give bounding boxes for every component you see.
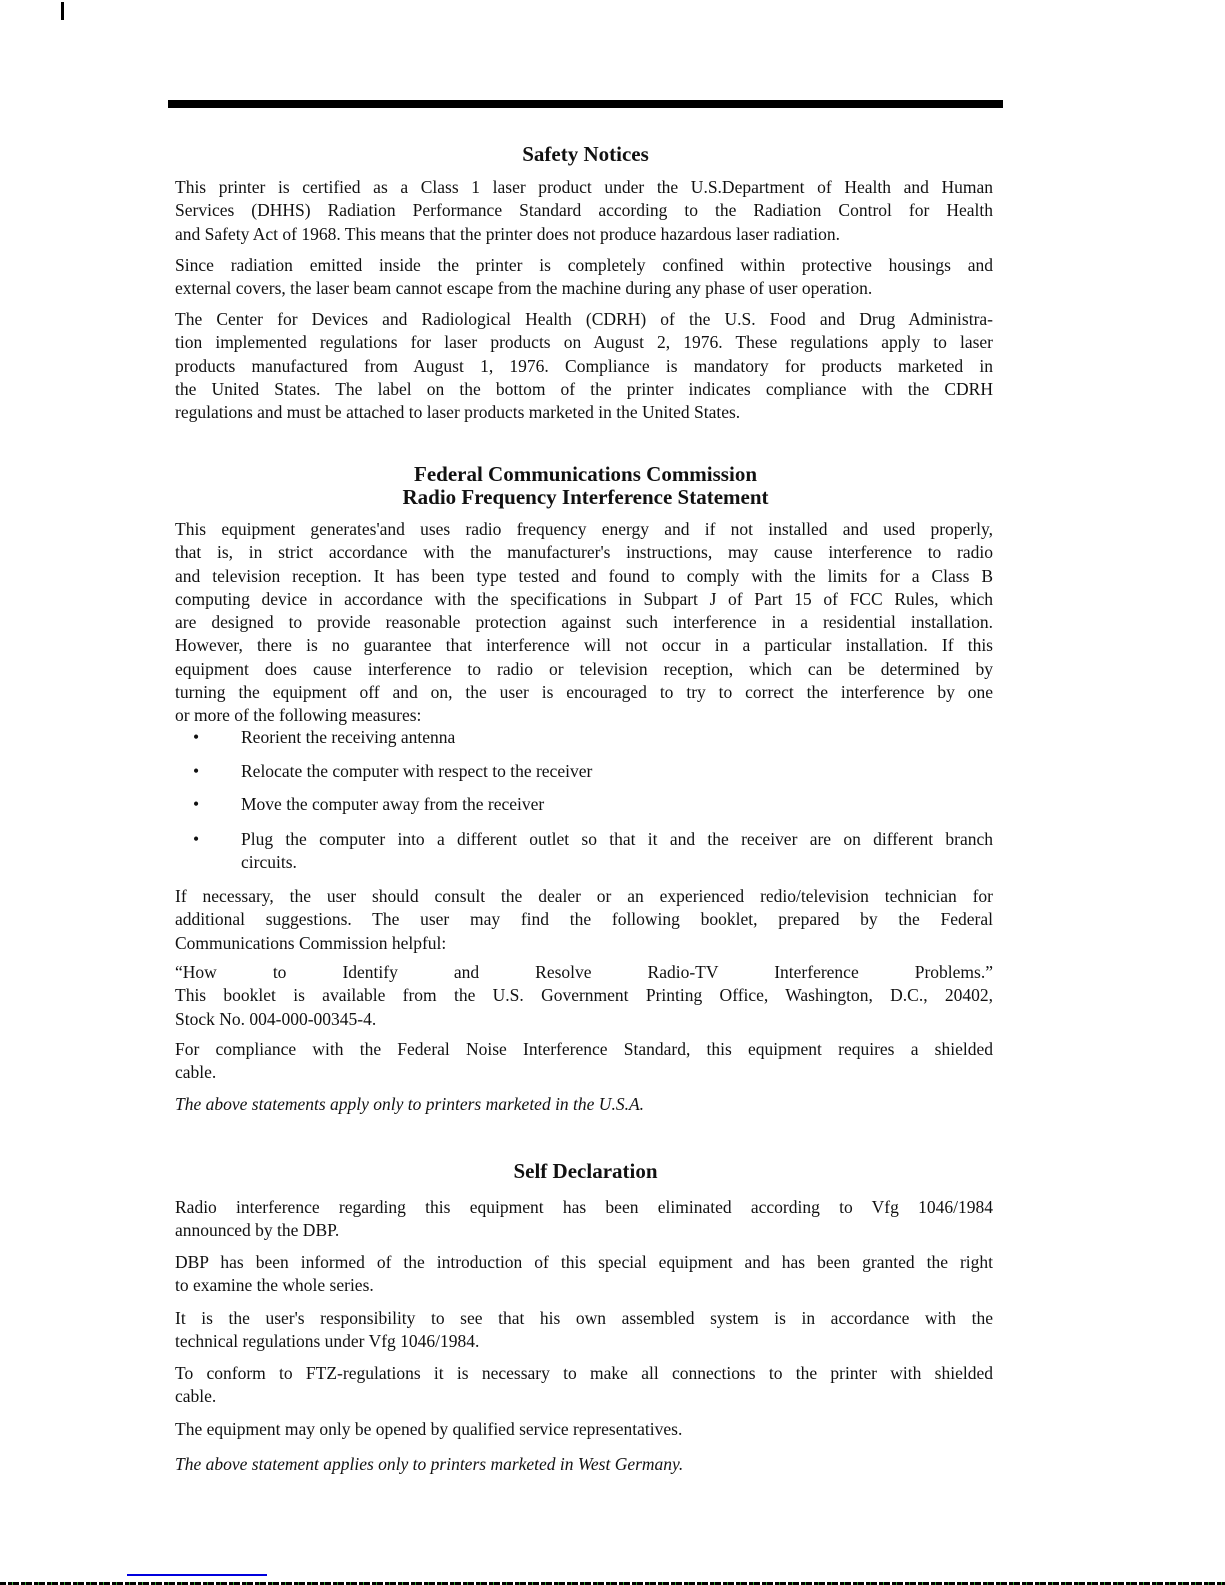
- text-line: For compliance with the Federal Noise Interference Standard, this equipment requires a shielded: [175, 1039, 993, 1059]
- self-paragraph: [175, 1251, 993, 1298]
- text-line: the United States. The label on the bottom of the printer indicates compliance with the CDRH: [175, 378, 993, 399]
- text-line: additional suggestions. The user may find the following booklet, prepared by the Federal: [175, 909, 993, 930]
- text-line: to examine the whole series.: [175, 1275, 374, 1296]
- text-line: The equipment may only be opened by qualified service representatives.: [175, 1419, 683, 1439]
- text-line: or more of the following measures:: [175, 705, 422, 726]
- fcc-consult-paragraph: [175, 885, 993, 955]
- bullet-icon: •: [193, 794, 200, 814]
- fcc-note: The above statements apply only to printers marketed in the U.S.A.: [175, 1094, 645, 1114]
- text-line: Move the computer away from the receiver: [241, 794, 545, 814]
- text-line: turning the equipment off and on, the user is encouraged to try to correct the interference by one: [175, 682, 993, 703]
- bullet-text: [241, 793, 993, 816]
- text-line: external covers, the laser beam cannot escape from the machine during any phase of user operation.: [175, 278, 873, 299]
- text-line: computing device in accordance with the specifications in Subpart J of Part 15 of FCC Rules, which: [175, 588, 993, 609]
- fcc-heading-line1: Federal Communications Commission: [414, 462, 757, 486]
- text-line: Reorient the receiving antenna: [241, 727, 456, 747]
- fcc-compliance-paragraph: [175, 1038, 993, 1085]
- text-line: Stock No. 004-000-00345-4.: [175, 1008, 377, 1029]
- text-line: Plug the computer into a different outlet so that it and the receiver are on different branch: [241, 829, 993, 849]
- text-line: cable.: [175, 1386, 217, 1407]
- self-paragraph: [175, 1418, 993, 1441]
- text-line: It is the user's responsibility to see that his own assembled system is in accordance with the: [175, 1308, 993, 1328]
- fcc-heading-line2: Radio Frequency Interference Statement: [402, 485, 769, 509]
- safety-paragraph: [175, 176, 993, 246]
- text-line: Since radiation emitted inside the printer is completely confined within protective housings and: [175, 255, 993, 275]
- bullet-text: [241, 726, 993, 749]
- text-line: Services (DHHS) Radiation Performance Standard according to the Radiation Control for Health: [175, 200, 993, 221]
- text-line: Communications Commission helpful:: [175, 932, 447, 953]
- text-line: This booklet is available from the U.S. Government Printing Office, Washington, D.C., 20402,: [175, 985, 993, 1006]
- text-line: To conform to FTZ-regulations it is necessary to make all connections to the printer with shielded: [175, 1363, 993, 1383]
- text-line: The Center for Devices and Radiological Health (CDRH) of the U.S. Food and Drug Administra-: [175, 309, 993, 329]
- scan-mark: [61, 2, 64, 20]
- text-line: and Safety Act of 1968. This means that the printer does not produce hazardous laser radiation.: [175, 223, 840, 244]
- text-line: are designed to provide reasonable protection against such interference in a residential installation.: [175, 612, 993, 633]
- text-line: that is, in strict accordance with the manufacturer's instructions, may cause interference to radio: [175, 542, 993, 563]
- text-line: cable.: [175, 1062, 217, 1083]
- text-line: announced by the DBP.: [175, 1220, 340, 1241]
- text-line: This equipment generates'and uses radio frequency energy and if not installed and used properly,: [175, 519, 993, 539]
- bullet-icon: •: [193, 727, 200, 747]
- safety-notices-heading: Safety Notices: [522, 142, 649, 166]
- self-paragraph: [175, 1196, 993, 1243]
- text-line: and television reception. It has been type tested and found to comply with the limits for a Class B: [175, 565, 993, 586]
- self-paragraph: [175, 1307, 993, 1354]
- header-rule: [168, 100, 1003, 108]
- text-line: circuits.: [241, 852, 297, 873]
- text-line: products manufactured from August 1, 1976. Compliance is mandatory for products marketed in: [175, 355, 993, 376]
- text-line: “How to Identify and Resolve Radio-TV Interference Problems.”: [175, 962, 993, 982]
- self-paragraph: [175, 1362, 993, 1409]
- safety-paragraph: [175, 254, 993, 301]
- text-line: regulations and must be attached to laser products marketed in the United States.: [175, 402, 741, 423]
- bullet-text: [241, 828, 993, 875]
- self-note: The above statement applies only to printers marketed in West Germany.: [175, 1454, 684, 1474]
- text-line: This printer is certified as a Class 1 laser product under the U.S.Department of Health and Human: [175, 177, 993, 197]
- text-line: Relocate the computer with respect to the receiver: [241, 761, 593, 781]
- text-line: technical regulations under Vfg 1046/1984.: [175, 1331, 480, 1352]
- bullet-icon: •: [193, 829, 200, 849]
- fcc-booklet-paragraph: [175, 961, 993, 1031]
- text-line: tion implemented regulations for laser products on August 2, 1976. These regulations apply to laser: [175, 332, 993, 353]
- fcc-intro-paragraph: [175, 518, 993, 728]
- safety-paragraph: [175, 308, 993, 424]
- bullet-icon: •: [193, 761, 200, 781]
- text-line: However, there is no guarantee that interference will not occur in a particular installation. If this: [175, 635, 993, 656]
- text-line: If necessary, the user should consult the dealer or an experienced redio/television technician for: [175, 886, 993, 906]
- text-line: DBP has been informed of the introduction of this special equipment and has been granted the right: [175, 1252, 993, 1272]
- text-line: Radio interference regarding this equipment has been eliminated according to Vfg 1046/1984: [175, 1197, 993, 1217]
- bullet-text: [241, 760, 993, 783]
- text-line: equipment does cause interference to radio or television reception, which can be determined by: [175, 658, 993, 679]
- blue-scan-line: [127, 1574, 267, 1576]
- self-declaration-heading: Self Declaration: [513, 1159, 658, 1183]
